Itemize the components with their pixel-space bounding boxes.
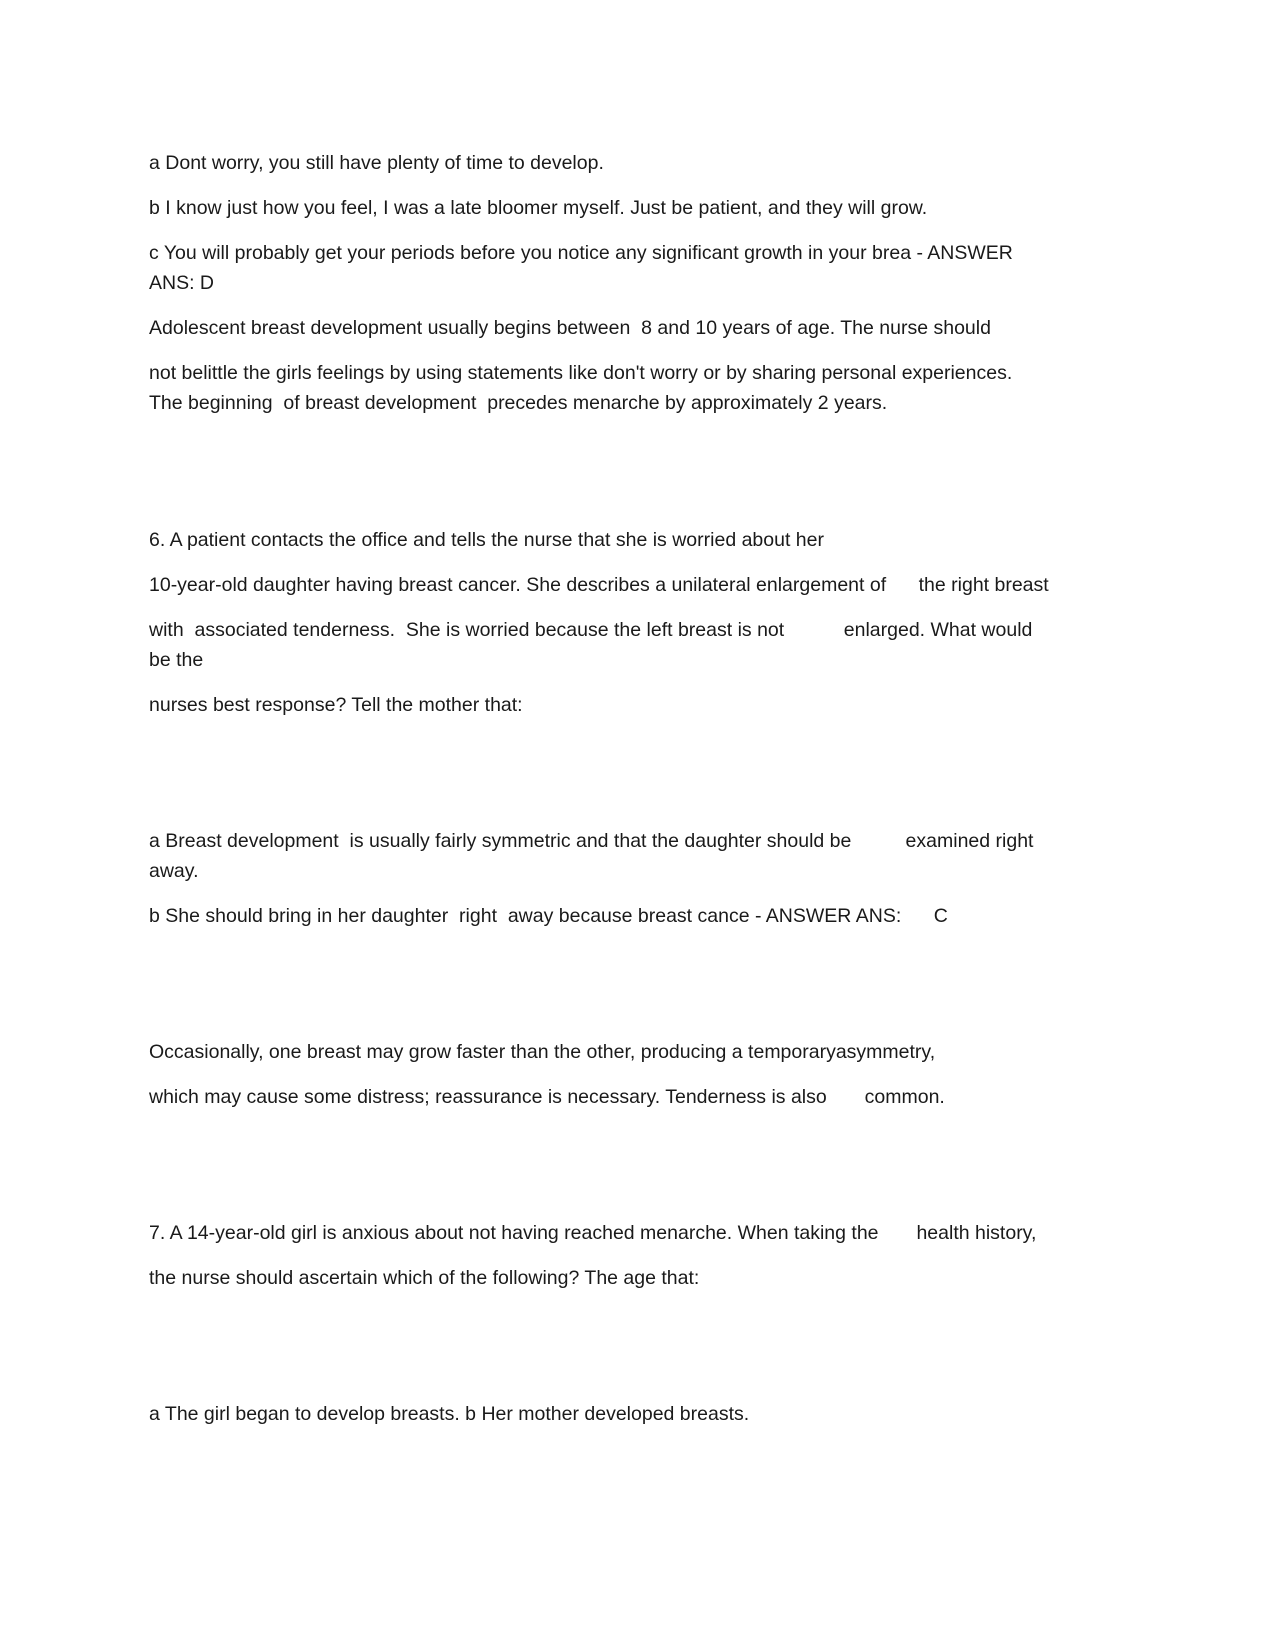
question-6-text: be the (149, 649, 204, 671)
answer-options: a The girl began to develop breasts. b Her mother developed breasts. (149, 1403, 750, 1425)
rationale-line: Adolescent breast development usually begins between 8 and 10 years of age. The nurse should (149, 317, 991, 339)
answer-option-a: a Breast development is usually fairly symmetric and that the daughter should be examined right (149, 830, 1034, 852)
question-7-text: 7. A 14-year-old girl is anxious about not having reached menarche. When taking the health history, (149, 1222, 1037, 1244)
answer-option-c: c You will probably get your periods before you notice any significant growth in your brea - ANSWER (149, 242, 1013, 264)
question-6-text: 10-year-old daughter having breast cancer. She describes a unilateral enlargement of the right breast (149, 574, 1049, 596)
rationale-line: The beginning of breast development precedes menarche by approximately 2 years. (149, 392, 888, 414)
rationale-line: which may cause some distress; reassurance is necessary. Tenderness is also common. (149, 1086, 945, 1108)
answer-option-b: b I know just how you feel, I was a late bloomer myself. Just be patient, and they will grow. (149, 197, 928, 219)
answer-option-a: a Dont worry, you still have plenty of time to develop. (149, 152, 604, 174)
answer-key: ANS: D (149, 272, 215, 294)
rationale-line: not belittle the girls feelings by using statements like don't worry or by sharing personal experiences. (149, 362, 1013, 384)
question-7-text: the nurse should ascertain which of the following? The age that: (149, 1267, 700, 1289)
rationale-line: Occasionally, one breast may grow faster than the other, producing a temporaryasymmetry, (149, 1041, 936, 1063)
question-6-text: nurses best response? Tell the mother that: (149, 694, 523, 716)
answer-option-b: b She should bring in her daughter right away because breast cance - ANSWER ANS: C (149, 905, 948, 927)
answer-option-a: away. (149, 860, 199, 882)
question-6-text: with associated tenderness. She is worried because the left breast is not enlarged. What would (149, 619, 1033, 641)
question-6-text: 6. A patient contacts the office and tells the nurse that she is worried about her (149, 529, 824, 551)
